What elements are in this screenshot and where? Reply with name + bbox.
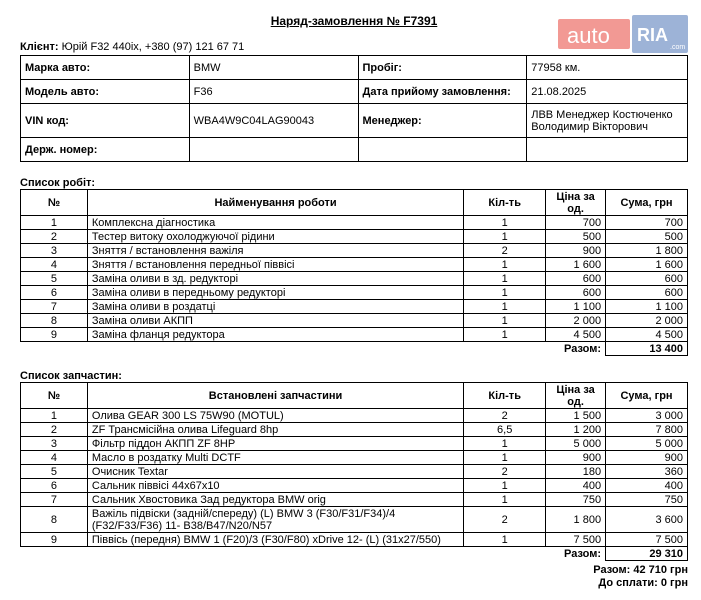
row-name: Тестер витоку охолоджуючої рідини (87, 230, 463, 244)
table-row (21, 272, 688, 286)
row-name: Сальник Хвостовика Зад редуктора BMW orig (87, 493, 463, 507)
row-name: Заміна оливи АКПП (87, 314, 463, 328)
row-sum: 750 (606, 493, 688, 507)
row-qty: 1 (464, 314, 546, 328)
row-qty: 2 (464, 244, 546, 258)
model-value: F36 (189, 80, 358, 104)
row-price: 1 600 (546, 258, 606, 272)
row-num: 8 (21, 314, 88, 328)
row-name: Заміна оливи в роздатці (87, 300, 463, 314)
row-num: 4 (21, 451, 88, 465)
row-sum: 3 600 (606, 507, 688, 533)
row-qty: 1 (464, 437, 546, 451)
row-name: Очисник Textar (87, 465, 463, 479)
row-num: 7 (21, 493, 88, 507)
table-row (21, 493, 688, 507)
row-price: 500 (546, 230, 606, 244)
svg-text:.com: .com (670, 44, 686, 51)
col-name: Найменування роботи (87, 190, 463, 216)
row-name: Зняття / встановлення важіля (87, 244, 463, 258)
row-sum: 600 (606, 286, 688, 300)
row-name: Фільтр піддон АКПП ZF 8HP (87, 437, 463, 451)
row-qty: 2 (464, 507, 546, 533)
row-name: Піввісь (передня) BMW 1 (F20)/3 (F30/F80) xDrive 12- (L) (31x27/550) (87, 533, 463, 547)
empty-cell (527, 138, 688, 162)
parts-table (20, 382, 688, 561)
svg-text:auto: auto (567, 23, 610, 48)
row-qty: 1 (464, 230, 546, 244)
grand-total: Разом: 42 710 грн (593, 564, 688, 576)
row-num: 6 (21, 479, 88, 493)
row-sum: 4 500 (606, 328, 688, 342)
svg-text:RIA: RIA (637, 25, 668, 45)
works-table (20, 189, 688, 356)
row-qty: 1 (464, 286, 546, 300)
row-price: 1 800 (546, 507, 606, 533)
row-name: Олива GEAR 300 LS 75W90 (MOTUL) (87, 409, 463, 423)
row-sum: 360 (606, 465, 688, 479)
row-num: 5 (21, 465, 88, 479)
vehicle-info-table (20, 55, 688, 162)
row-sum: 7 800 (606, 423, 688, 437)
row-name: ZF Трансмісійна олива Lifeguard 8hp (87, 423, 463, 437)
row-num: 1 (21, 409, 88, 423)
col-price: Ціна за од. (546, 190, 606, 216)
col-sum: Сума, грн (606, 190, 688, 216)
table-row (21, 244, 688, 258)
row-sum: 2 000 (606, 314, 688, 328)
make-label: Марка авто: (21, 56, 190, 80)
client-value: Юрій F32 440іх, +380 (97) 121 67 71 (61, 41, 245, 53)
row-qty: 1 (464, 533, 546, 547)
row-num: 5 (21, 272, 88, 286)
table-row (21, 300, 688, 314)
table-row (21, 409, 688, 423)
date-label: Дата прийому замовлення: (358, 80, 527, 104)
col-sum: Сума, грн (606, 383, 688, 409)
vin-value: WBA4W9C04LAG90043 (189, 104, 358, 138)
mileage-label: Пробіг: (358, 56, 527, 80)
parts-total-value: 29 310 (606, 547, 688, 561)
table-row (21, 533, 688, 547)
row-name: Комплексна діагностика (87, 216, 463, 230)
row-num: 3 (21, 244, 88, 258)
row-qty: 2 (464, 409, 546, 423)
works-total-value: 13 400 (606, 342, 688, 356)
row-price: 1 200 (546, 423, 606, 437)
row-name: Сальник піввісі 44x67x10 (87, 479, 463, 493)
table-row (21, 479, 688, 493)
row-num: 6 (21, 286, 88, 300)
row-num: 3 (21, 437, 88, 451)
client-line (20, 41, 244, 53)
table-row (21, 328, 688, 342)
plate-value (189, 138, 358, 162)
table-row (21, 286, 688, 300)
row-price: 900 (546, 451, 606, 465)
row-sum: 700 (606, 216, 688, 230)
row-sum: 7 500 (606, 533, 688, 547)
row-qty: 1 (464, 272, 546, 286)
row-sum: 600 (606, 272, 688, 286)
table-row (21, 465, 688, 479)
row-num: 1 (21, 216, 88, 230)
row-name: Масло в роздатку Multi DCTF (87, 451, 463, 465)
row-name: Заміна оливи в зд. редукторі (87, 272, 463, 286)
row-sum: 400 (606, 479, 688, 493)
row-sum: 900 (606, 451, 688, 465)
row-qty: 1 (464, 493, 546, 507)
parts-section-title: Список запчастин: (20, 370, 122, 382)
table-row (21, 230, 688, 244)
row-name: Важіль підвіски (задній/спереду) (L) BMW 3 (F30/F31/F34)/4 (F32/F33/F36) 11- B38/B47/N20/N57 (87, 507, 463, 533)
make-value: BMW (189, 56, 358, 80)
row-num: 9 (21, 328, 88, 342)
row-num: 9 (21, 533, 88, 547)
col-qty: Кіл-ть (464, 383, 546, 409)
table-row (21, 507, 688, 533)
row-name: Заміна фланця редуктора (87, 328, 463, 342)
col-name: Встановлені запчастини (87, 383, 463, 409)
vin-label: VIN код: (21, 104, 190, 138)
row-sum: 1 800 (606, 244, 688, 258)
row-qty: 6,5 (464, 423, 546, 437)
manager-value: ЛВВ Менеджер Костюченко Володимир Вікторович (527, 104, 688, 138)
row-price: 180 (546, 465, 606, 479)
row-qty: 1 (464, 258, 546, 272)
empty-cell (358, 138, 527, 162)
auto-ria-logo (558, 13, 690, 55)
row-price: 750 (546, 493, 606, 507)
works-total-label: Разом: (564, 342, 602, 355)
table-row (21, 258, 688, 272)
table-row (21, 437, 688, 451)
row-num: 2 (21, 230, 88, 244)
row-num: 4 (21, 258, 88, 272)
row-sum: 5 000 (606, 437, 688, 451)
row-qty: 1 (464, 216, 546, 230)
col-num: № (21, 383, 88, 409)
table-row (21, 216, 688, 230)
table-row (21, 423, 688, 437)
table-row (21, 451, 688, 465)
col-qty: Кіл-ть (464, 190, 546, 216)
row-num: 2 (21, 423, 88, 437)
row-price: 2 000 (546, 314, 606, 328)
works-section-title: Список робіт: (20, 177, 96, 189)
row-price: 5 000 (546, 437, 606, 451)
row-price: 600 (546, 286, 606, 300)
col-price: Ціна за од. (546, 383, 606, 409)
mileage-value: 77958 км. (527, 56, 688, 80)
row-qty: 2 (464, 465, 546, 479)
row-price: 700 (546, 216, 606, 230)
col-num: № (21, 190, 88, 216)
row-price: 1 500 (546, 409, 606, 423)
date-value: 21.08.2025 (527, 80, 688, 104)
order-title: Наряд-замовлення № F7391 (270, 14, 438, 28)
amount-to-pay: До сплати: 0 грн (598, 577, 688, 589)
row-name: Заміна оливи в передньому редукторі (87, 286, 463, 300)
row-price: 7 500 (546, 533, 606, 547)
model-label: Модель авто: (21, 80, 190, 104)
row-price: 4 500 (546, 328, 606, 342)
row-num: 7 (21, 300, 88, 314)
row-qty: 1 (464, 328, 546, 342)
row-sum: 500 (606, 230, 688, 244)
row-sum: 1 100 (606, 300, 688, 314)
row-sum: 1 600 (606, 258, 688, 272)
manager-label: Менеджер: (358, 104, 527, 138)
row-num: 8 (21, 507, 88, 533)
parts-total-label: Разом: (564, 547, 602, 560)
row-qty: 1 (464, 300, 546, 314)
row-price: 900 (546, 244, 606, 258)
row-price: 400 (546, 479, 606, 493)
row-name: Зняття / встановлення передньої піввісі (87, 258, 463, 272)
table-row (21, 314, 688, 328)
row-price: 1 100 (546, 300, 606, 314)
row-sum: 3 000 (606, 409, 688, 423)
row-price: 600 (546, 272, 606, 286)
row-qty: 1 (464, 479, 546, 493)
plate-label: Держ. номер: (21, 138, 190, 162)
row-qty: 1 (464, 451, 546, 465)
client-label: Клієнт: (20, 41, 59, 53)
